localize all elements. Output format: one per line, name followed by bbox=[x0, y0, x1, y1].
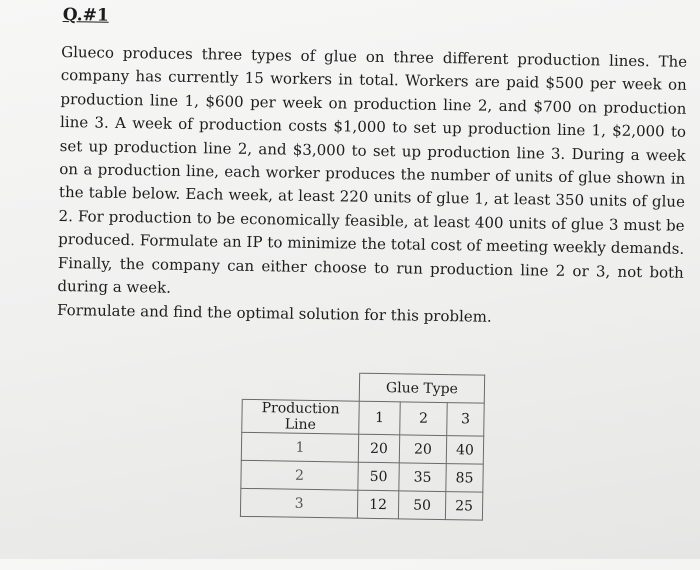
table-cell: 85 bbox=[446, 464, 483, 493]
table-cell: 12 bbox=[357, 490, 398, 519]
table-header-row bbox=[242, 371, 484, 403]
production-line-header: Production Line bbox=[242, 399, 360, 434]
production-table bbox=[240, 371, 485, 521]
line-label: 1 bbox=[241, 432, 358, 462]
problem-paragraph: Glueco produces three types of glue on three different production lines. The company has currently 15 workers in total. Workers are paid $500 per week on production line 1, $600 per week on production line 2, and $700 on production line 3. A week of production costs $1,000 to set up production line 1, $2,000 to set up production line 2, and $3,000 to set up production line 3. During a week on a production line, each worker produces the number of units of glue shown in the table below. Each week, at least 220 units of glue 1, at least 350 units of glue 2. For production to be economically feasible, at least 400 units of glue 3 must be produced. Formulate an IP to minimize the total cost of meeting weekly demands. Finally, the company can either choose to run production line 2 or 3, not both during a week. bbox=[57, 42, 688, 297]
table-cell: 20 bbox=[358, 434, 399, 463]
table-cell: 50 bbox=[398, 491, 445, 520]
table-corner-cell bbox=[242, 371, 359, 401]
problem-instruction: Formulate and find the optimal solution for this problem. bbox=[56, 301, 492, 327]
problem-statement bbox=[57, 41, 687, 333]
table-row bbox=[241, 432, 483, 464]
table-cell: 35 bbox=[399, 463, 446, 492]
table-cell: 20 bbox=[399, 435, 446, 464]
line-label: 3 bbox=[240, 488, 357, 518]
glue-column-1: 1 bbox=[359, 401, 401, 435]
glue-type-header: Glue Type bbox=[359, 373, 484, 403]
table-cell: 40 bbox=[446, 436, 483, 465]
table-row bbox=[240, 488, 482, 520]
table-cell: 25 bbox=[445, 492, 482, 521]
table-column-row bbox=[242, 399, 484, 436]
table-row bbox=[241, 460, 483, 492]
glue-column-3: 3 bbox=[447, 403, 485, 437]
question-heading: Q.#1 bbox=[62, 4, 109, 26]
table-cell: 50 bbox=[358, 462, 399, 491]
glue-column-2: 2 bbox=[400, 402, 448, 436]
line-label: 2 bbox=[241, 460, 358, 490]
